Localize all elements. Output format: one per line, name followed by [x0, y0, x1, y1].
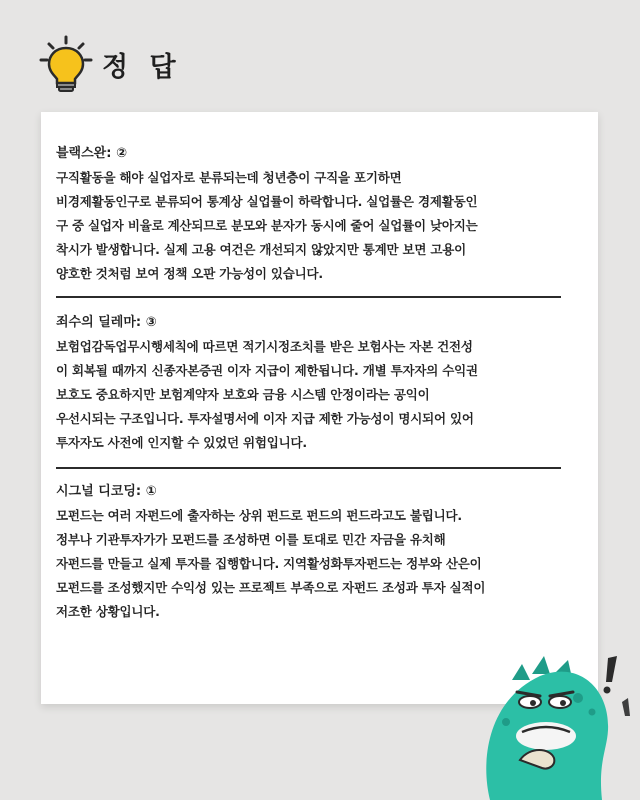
- section-line: 보험업감독업무시행세칙에 따르면 적기시정조치를 받은 보험사는 자본 건전성: [56, 339, 473, 354]
- section-line: 구직활동을 해야 실업자로 분류되는데 청년층이 구직을 포기하면: [56, 170, 402, 185]
- section-line: 비경제활동인구로 분류되어 통계상 실업률이 하락합니다. 실업률은 경제활동인: [56, 194, 478, 209]
- section-line: 모펀드를 조성했지만 수익성 있는 프로젝트 부족으로 자펀드 조성과 투자 실적이: [56, 580, 486, 595]
- section-line: 투자자도 사전에 인지할 수 있었던 위험입니다.: [56, 435, 307, 450]
- section-line: 우선시되는 구조입니다. 투자설명서에 이자 지급 제한 가능성이 명시되어 있어: [56, 411, 474, 426]
- divider: [56, 296, 561, 298]
- section-line: 이 회복될 때까지 신종자본증권 이자 지급이 제한됩니다. 개별 투자자의 수익권: [56, 363, 478, 378]
- answer-section-2: [56, 311, 591, 455]
- answer-section-3: [56, 480, 591, 624]
- section-line: 정부나 기관투자가가 모펀드를 조성하면 이를 토대로 민간 자금을 유치해: [56, 532, 446, 547]
- section-label: 블랙스완: ②: [56, 146, 127, 161]
- section-line: 자펀드를 만들고 실제 투자를 집행합니다. 지역활성화투자펀드는 정부와 산은이: [56, 556, 482, 571]
- answer-section-1: [56, 142, 591, 286]
- lightbulb-icon: [36, 34, 96, 94]
- section-line: 보호도 중요하지만 보험계약자 보호와 금융 시스템 안정이라는 공익이: [56, 387, 430, 402]
- divider: [56, 467, 561, 469]
- section-label: 죄수의 딜레마: ③: [56, 315, 157, 330]
- dinosaur-mascot-icon: [470, 650, 640, 800]
- section-label: 시그널 디코딩: ①: [56, 484, 157, 499]
- header: [36, 34, 182, 94]
- section-line: 착시가 발생합니다. 실제 고용 여건은 개선되지 않았지만 통계만 보면 고용이: [56, 242, 467, 257]
- section-line: 모펀드는 여러 자펀드에 출자하는 상위 펀드로 펀드의 펀드라고도 불립니다.: [56, 508, 462, 523]
- section-line: 양호한 것처럼 보여 정책 오판 가능성이 있습니다.: [56, 266, 323, 281]
- section-line: 구 중 실업자 비율로 계산되므로 분모와 분자가 동시에 줄어 실업률이 낮아지는: [56, 218, 478, 233]
- page-title: 정 답: [102, 51, 182, 83]
- section-line: 저조한 상황입니다.: [56, 604, 160, 619]
- answer-card: [41, 112, 598, 704]
